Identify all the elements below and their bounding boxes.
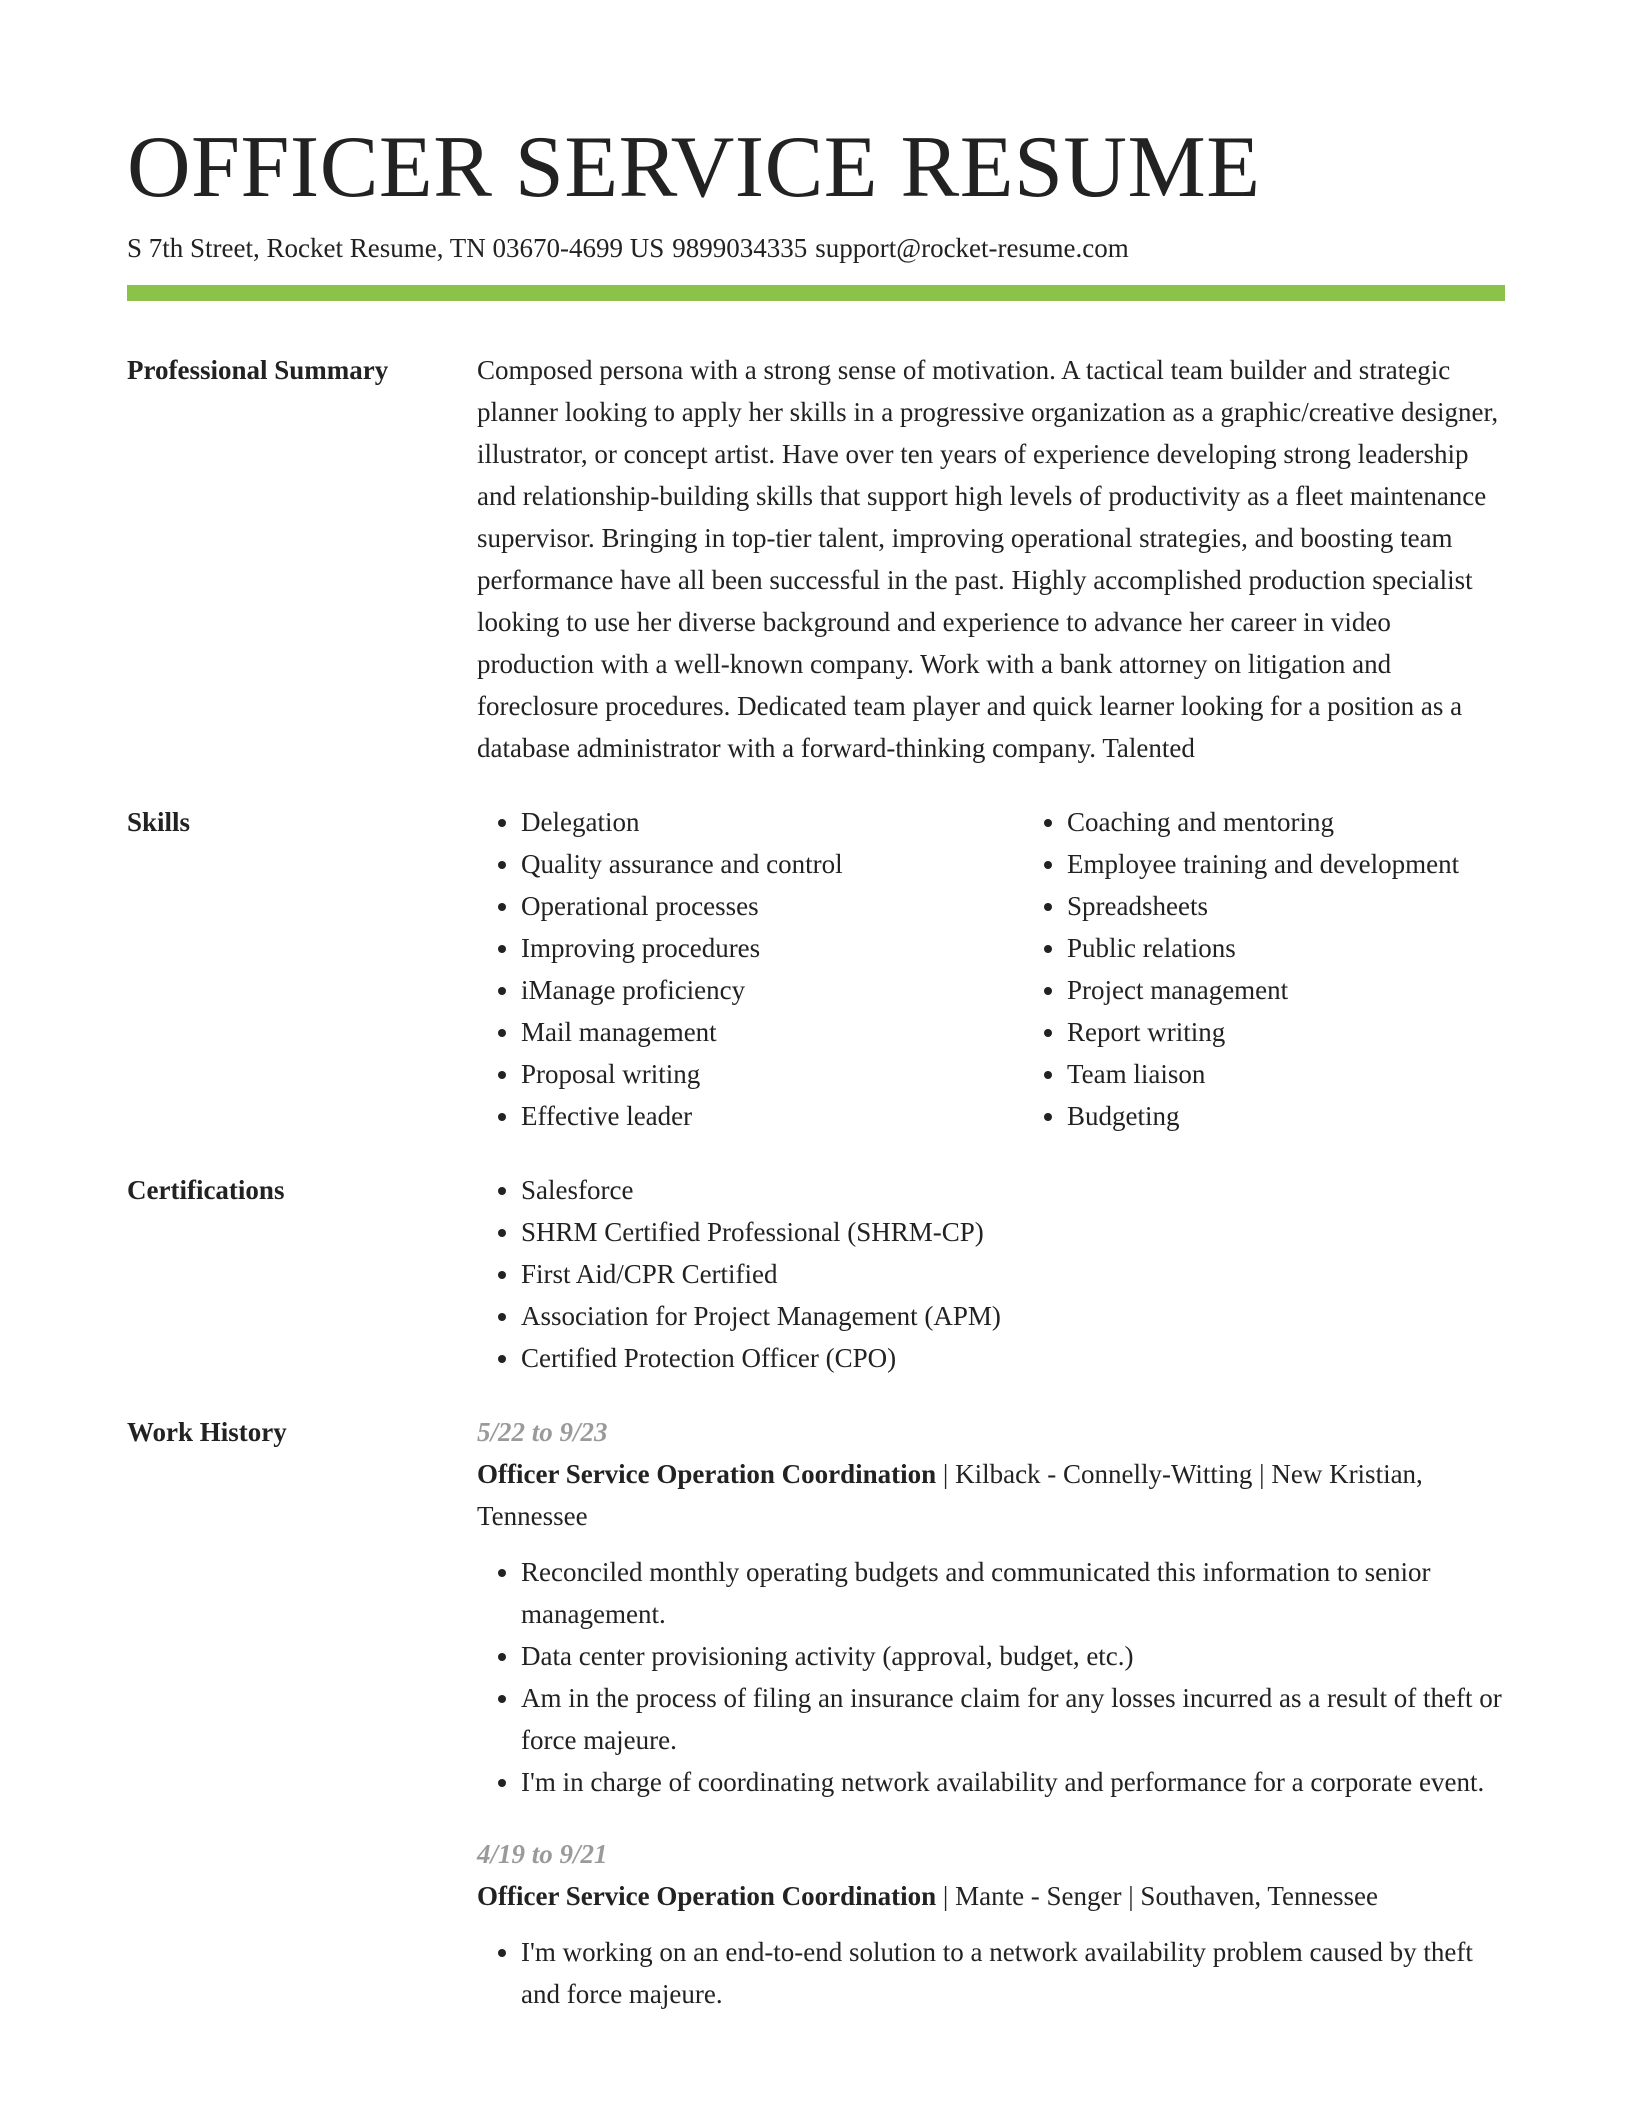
summary-text: Composed persona with a strong sense of motivation. A tactical team builder and strategic planner looking to apply her skills in a progressive organization as a graphic/creative designer, illustrator, or concept artist. Have over ten years of experience developing strong leadership and relationship-building skills that support high levels of productivity as a fleet maintenance supervisor. Bringing in top-tier talent, improving operational strategies, and boosting team performance have all been successful in the past. Highly accomplished production specialist looking to use her diverse background and experience to advance her career in video production with a well-known company. Work with a bank attorney on litigation and foreclosure procedures. Dedicated team player and quick learner looking for a position as a database administrator with a forward-thinking company. Talented xyxy=(477,355,1499,763)
skill-item: • Operational processes xyxy=(521,885,1023,927)
job-bullets xyxy=(477,1931,1505,2015)
job-entry xyxy=(477,1411,1505,1803)
certifications-list xyxy=(477,1169,1505,1379)
contact-line xyxy=(127,230,1505,266)
certification-item: • First Aid/CPR Certified xyxy=(521,1253,1505,1295)
certification-item: • Certified Protection Officer (CPO) xyxy=(521,1337,1505,1379)
skill-item: • Report writing xyxy=(1067,1011,1505,1053)
section-heading-certifications: Certifications xyxy=(127,1175,285,1205)
header-divider xyxy=(127,285,1505,301)
skill-item: • Employee training and development xyxy=(1067,843,1505,885)
work-history-section xyxy=(127,1411,1505,2015)
skill-item: • Public relations xyxy=(1067,927,1505,969)
skills-list-left xyxy=(477,801,1023,1137)
contact-address: S 7th Street, Rocket Resume, TN 03670-4699 US xyxy=(127,233,665,263)
skill-item: • Improving procedures xyxy=(521,927,1023,969)
skill-item: • Coaching and mentoring xyxy=(1067,801,1505,843)
skill-item: • Mail management xyxy=(521,1011,1023,1053)
job-dates: 4/19 to 9/21 xyxy=(477,1839,608,1869)
skill-item: • Delegation xyxy=(521,801,1023,843)
job-title: Officer Service Operation Coordination xyxy=(477,1459,937,1489)
job-bullet: • I'm in charge of coordinating network availability and performance for a corporate event. xyxy=(521,1761,1505,1803)
contact-email: support@rocket-resume.com xyxy=(815,233,1129,263)
job-bullet: • Am in the process of filing an insurance claim for any losses incurred as a result of theft or force majeure. xyxy=(521,1677,1505,1761)
job-dates: 5/22 to 9/23 xyxy=(477,1417,608,1447)
certifications-section xyxy=(127,1169,1505,1379)
section-heading-skills: Skills xyxy=(127,807,191,837)
job-bullets xyxy=(477,1551,1505,1803)
skill-item: • Effective leader xyxy=(521,1095,1023,1137)
certification-item: • Salesforce xyxy=(521,1169,1505,1211)
professional-summary-section xyxy=(127,349,1505,769)
skill-item: • Team liaison xyxy=(1067,1053,1505,1095)
job-title: Officer Service Operation Coordination xyxy=(477,1881,937,1911)
skill-item: • Budgeting xyxy=(1067,1095,1505,1137)
job-bullet: • I'm working on an end-to-end solution to a network availability problem caused by theft and force majeure. xyxy=(521,1931,1505,2015)
certification-item: • Association for Project Management (APM) xyxy=(521,1295,1505,1337)
contact-phone: 9899034335 xyxy=(672,233,808,263)
job-company-location: | Mante - Senger | Southaven, Tennessee xyxy=(936,1881,1378,1911)
certification-item: • SHRM Certified Professional (SHRM-CP) xyxy=(521,1211,1505,1253)
job-bullet: • Reconciled monthly operating budgets and communicated this information to senior management. xyxy=(521,1551,1505,1635)
resume-name: OFFICER SERVICE RESUME xyxy=(127,119,1261,216)
skills-list-right xyxy=(1023,801,1505,1137)
skill-item: • Project management xyxy=(1067,969,1505,1011)
job-company-location: | Kilback - Connelly-Witting | New Kristian, Tennessee xyxy=(477,1459,1423,1531)
job-bullet: • Data center provisioning activity (approval, budget, etc.) xyxy=(521,1635,1505,1677)
skill-item: • Quality assurance and control xyxy=(521,843,1023,885)
skill-item: • iManage proficiency xyxy=(521,969,1023,1011)
job-heading xyxy=(477,1453,1505,1537)
skill-item: • Spreadsheets xyxy=(1067,885,1505,927)
skills-section xyxy=(127,801,1505,1137)
section-heading-work-history: Work History xyxy=(127,1417,287,1447)
job-heading xyxy=(477,1875,1505,1917)
job-entry xyxy=(477,1833,1505,2015)
skill-item: • Proposal writing xyxy=(521,1053,1023,1095)
section-heading-summary: Professional Summary xyxy=(127,355,389,385)
